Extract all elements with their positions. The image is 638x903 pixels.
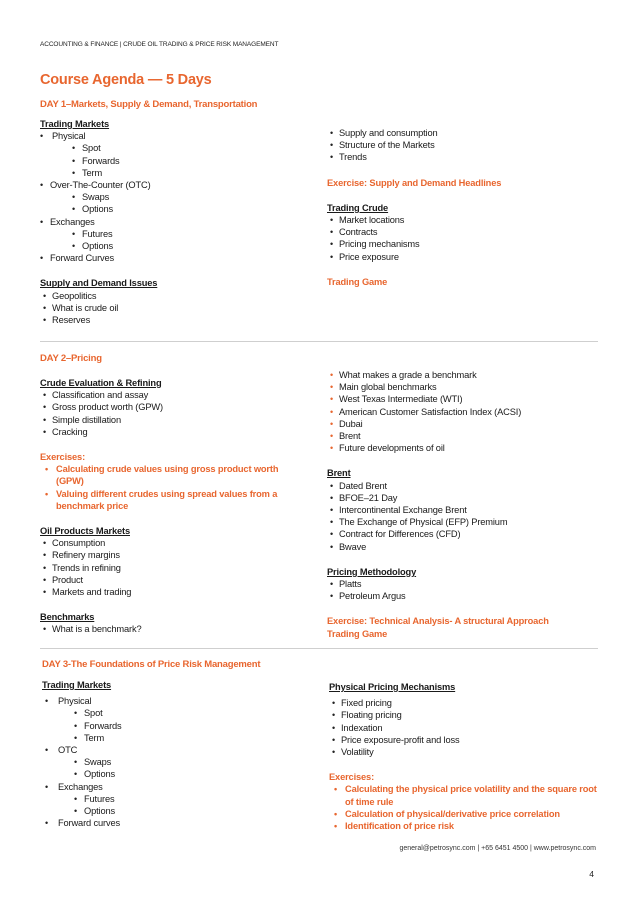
list-item: • Future developments of oil [327, 442, 597, 454]
day1-title: DAY 1–Markets, Supply & Demand, Transportation [40, 99, 258, 110]
list-item: • Floating pricing [329, 709, 599, 721]
day3-left-column [42, 679, 302, 829]
list-item: • Cracking [40, 426, 298, 438]
day2-crude-eval-heading: Crude Evaluation & Refining [40, 378, 162, 388]
list-item: • Swaps [40, 191, 310, 203]
day2-title: DAY 2–Pricing [40, 353, 102, 364]
day3-right-column [329, 681, 599, 832]
list-item: • Over-The-Counter (OTC) [40, 179, 310, 191]
list-item: • Intercontinental Exchange Brent [327, 504, 597, 516]
document-header: ACCOUNTING & FINANCE | CRUDE OIL TRADING & PRICE RISK MANAGEMENT [40, 41, 279, 48]
list-item: • Options [42, 768, 302, 780]
list-item: • Forwards [42, 720, 302, 732]
list-item: • What is crude oil [40, 302, 310, 314]
list-item: • Exchanges [40, 216, 310, 228]
list-item: • Fixed pricing [329, 697, 599, 709]
list-item: • Refinery margins [40, 549, 298, 561]
day3-title: DAY 3-The Foundations of Price Risk Management [42, 659, 261, 670]
list-item: • Options [40, 240, 310, 252]
list-item: • Geopolitics [40, 290, 310, 302]
footer-contact: general@petrosync.com | +65 6451 4500 | www.petrosync.com [399, 845, 596, 852]
list-item: • Futures [42, 793, 302, 805]
day1-trading-crude-heading: Trading Crude [327, 202, 389, 213]
list-item: • Contracts [327, 226, 597, 238]
list-item: • Dubai [327, 418, 597, 430]
list-item: • What is a benchmark? [40, 623, 298, 635]
list-item: • Classification and assay [40, 389, 298, 401]
list-item: • Dated Brent [327, 480, 597, 492]
list-item: • Price exposure-profit and loss [329, 734, 599, 746]
day1-supply-demand-heading: Supply and Demand Issues [40, 278, 158, 289]
list-item: • Gross product worth (GPW) [40, 401, 298, 413]
day3-physical-pricing-heading: Physical Pricing Mechanisms [329, 682, 456, 692]
list-item: • OTC [42, 744, 302, 756]
list-item: • Petroleum Argus [327, 590, 597, 602]
day3-exercises-label: Exercises: [329, 772, 375, 783]
day2-benchmarks-heading: Benchmarks [40, 612, 95, 623]
list-item: • Spot [42, 707, 302, 719]
list-item: • Valuing different crudes using spread values from a benchmark price [40, 488, 298, 512]
list-item: • Options [40, 203, 310, 215]
list-item: • Consumption [40, 537, 298, 549]
day2-left-column [40, 377, 298, 636]
list-item: • American Customer Satisfaction Index (ACSI) [327, 406, 597, 418]
list-item: • BFOE–21 Day [327, 492, 597, 504]
list-item: • What makes a grade a benchmark [327, 369, 597, 381]
day2-exercises-label: Exercises: [40, 452, 86, 463]
day1-trading-markets-heading: Trading Markets [40, 119, 110, 129]
day2-oil-products-heading: Oil Products Markets [40, 526, 130, 537]
list-item: • Indexation [329, 722, 599, 734]
list-item: • Reserves [40, 314, 310, 326]
list-item: • Exchanges [42, 781, 302, 793]
list-item: • Forward Curves [40, 252, 310, 264]
list-item: • Supply and consumption [327, 127, 597, 139]
list-item: • Product [40, 574, 298, 586]
day1-exercise: Exercise: Supply and Demand Headlines [327, 177, 502, 188]
list-item: • Term [42, 732, 302, 744]
day2-exercise-line2: Trading Game [327, 628, 388, 639]
day3-trading-markets-heading: Trading Markets [42, 680, 112, 690]
section-divider [40, 341, 598, 342]
list-item: • Brent [327, 430, 597, 442]
list-item: • Trends in refining [40, 562, 298, 574]
day2-exercise-line1: Exercise: Technical Analysis- A structural Approach [327, 616, 549, 627]
list-item: • Market locations [327, 214, 597, 226]
day2-right-column [327, 369, 597, 640]
list-item: • Term [40, 167, 310, 179]
list-item: • Options [42, 805, 302, 817]
day1-trading-game: Trading Game [327, 276, 388, 287]
list-item: • Pricing mechanisms [327, 238, 597, 250]
list-item: • Calculating the physical price volatility and the square root of time rule [329, 783, 599, 807]
list-item: • Trends [327, 151, 597, 163]
list-item: • Spot [40, 142, 310, 154]
list-item: • Structure of the Markets [327, 139, 597, 151]
course-title: Course Agenda — 5 Days [40, 72, 212, 88]
list-item: • Bwave [327, 541, 597, 553]
list-item: • Platts [327, 578, 597, 590]
day2-brent-heading: Brent [327, 468, 351, 479]
list-item: • The Exchange of Physical (EFP) Premium [327, 516, 597, 528]
list-item: • Calculation of physical/derivative price correlation [329, 808, 599, 820]
list-item: • Forward curves [42, 817, 302, 829]
list-item: • Volatility [329, 746, 599, 758]
list-item: • Futures [40, 228, 310, 240]
list-item: • Main global benchmarks [327, 381, 597, 393]
list-item: • Markets and trading [40, 586, 298, 598]
list-item: • West Texas Intermediate (WTI) [327, 393, 597, 405]
list-item: • Forwards [40, 155, 310, 167]
list-item: • Calculating crude values using gross product worth (GPW) [40, 463, 298, 487]
list-item: • Contract for Differences (CFD) [327, 528, 597, 540]
list-item: • Price exposure [327, 251, 597, 263]
list-item: • Swaps [42, 756, 302, 768]
day1-left-column [40, 118, 310, 326]
list-item: • Simple distillation [40, 414, 298, 426]
day1-right-column [327, 127, 597, 288]
section-divider [40, 648, 598, 649]
list-item: • Identification of price risk [329, 820, 599, 832]
page-number: 4 [589, 869, 594, 879]
list-item: • Physical [42, 695, 302, 707]
day2-pricing-methodology-heading: Pricing Methodology [327, 566, 417, 577]
list-item: • Physical [40, 130, 310, 142]
